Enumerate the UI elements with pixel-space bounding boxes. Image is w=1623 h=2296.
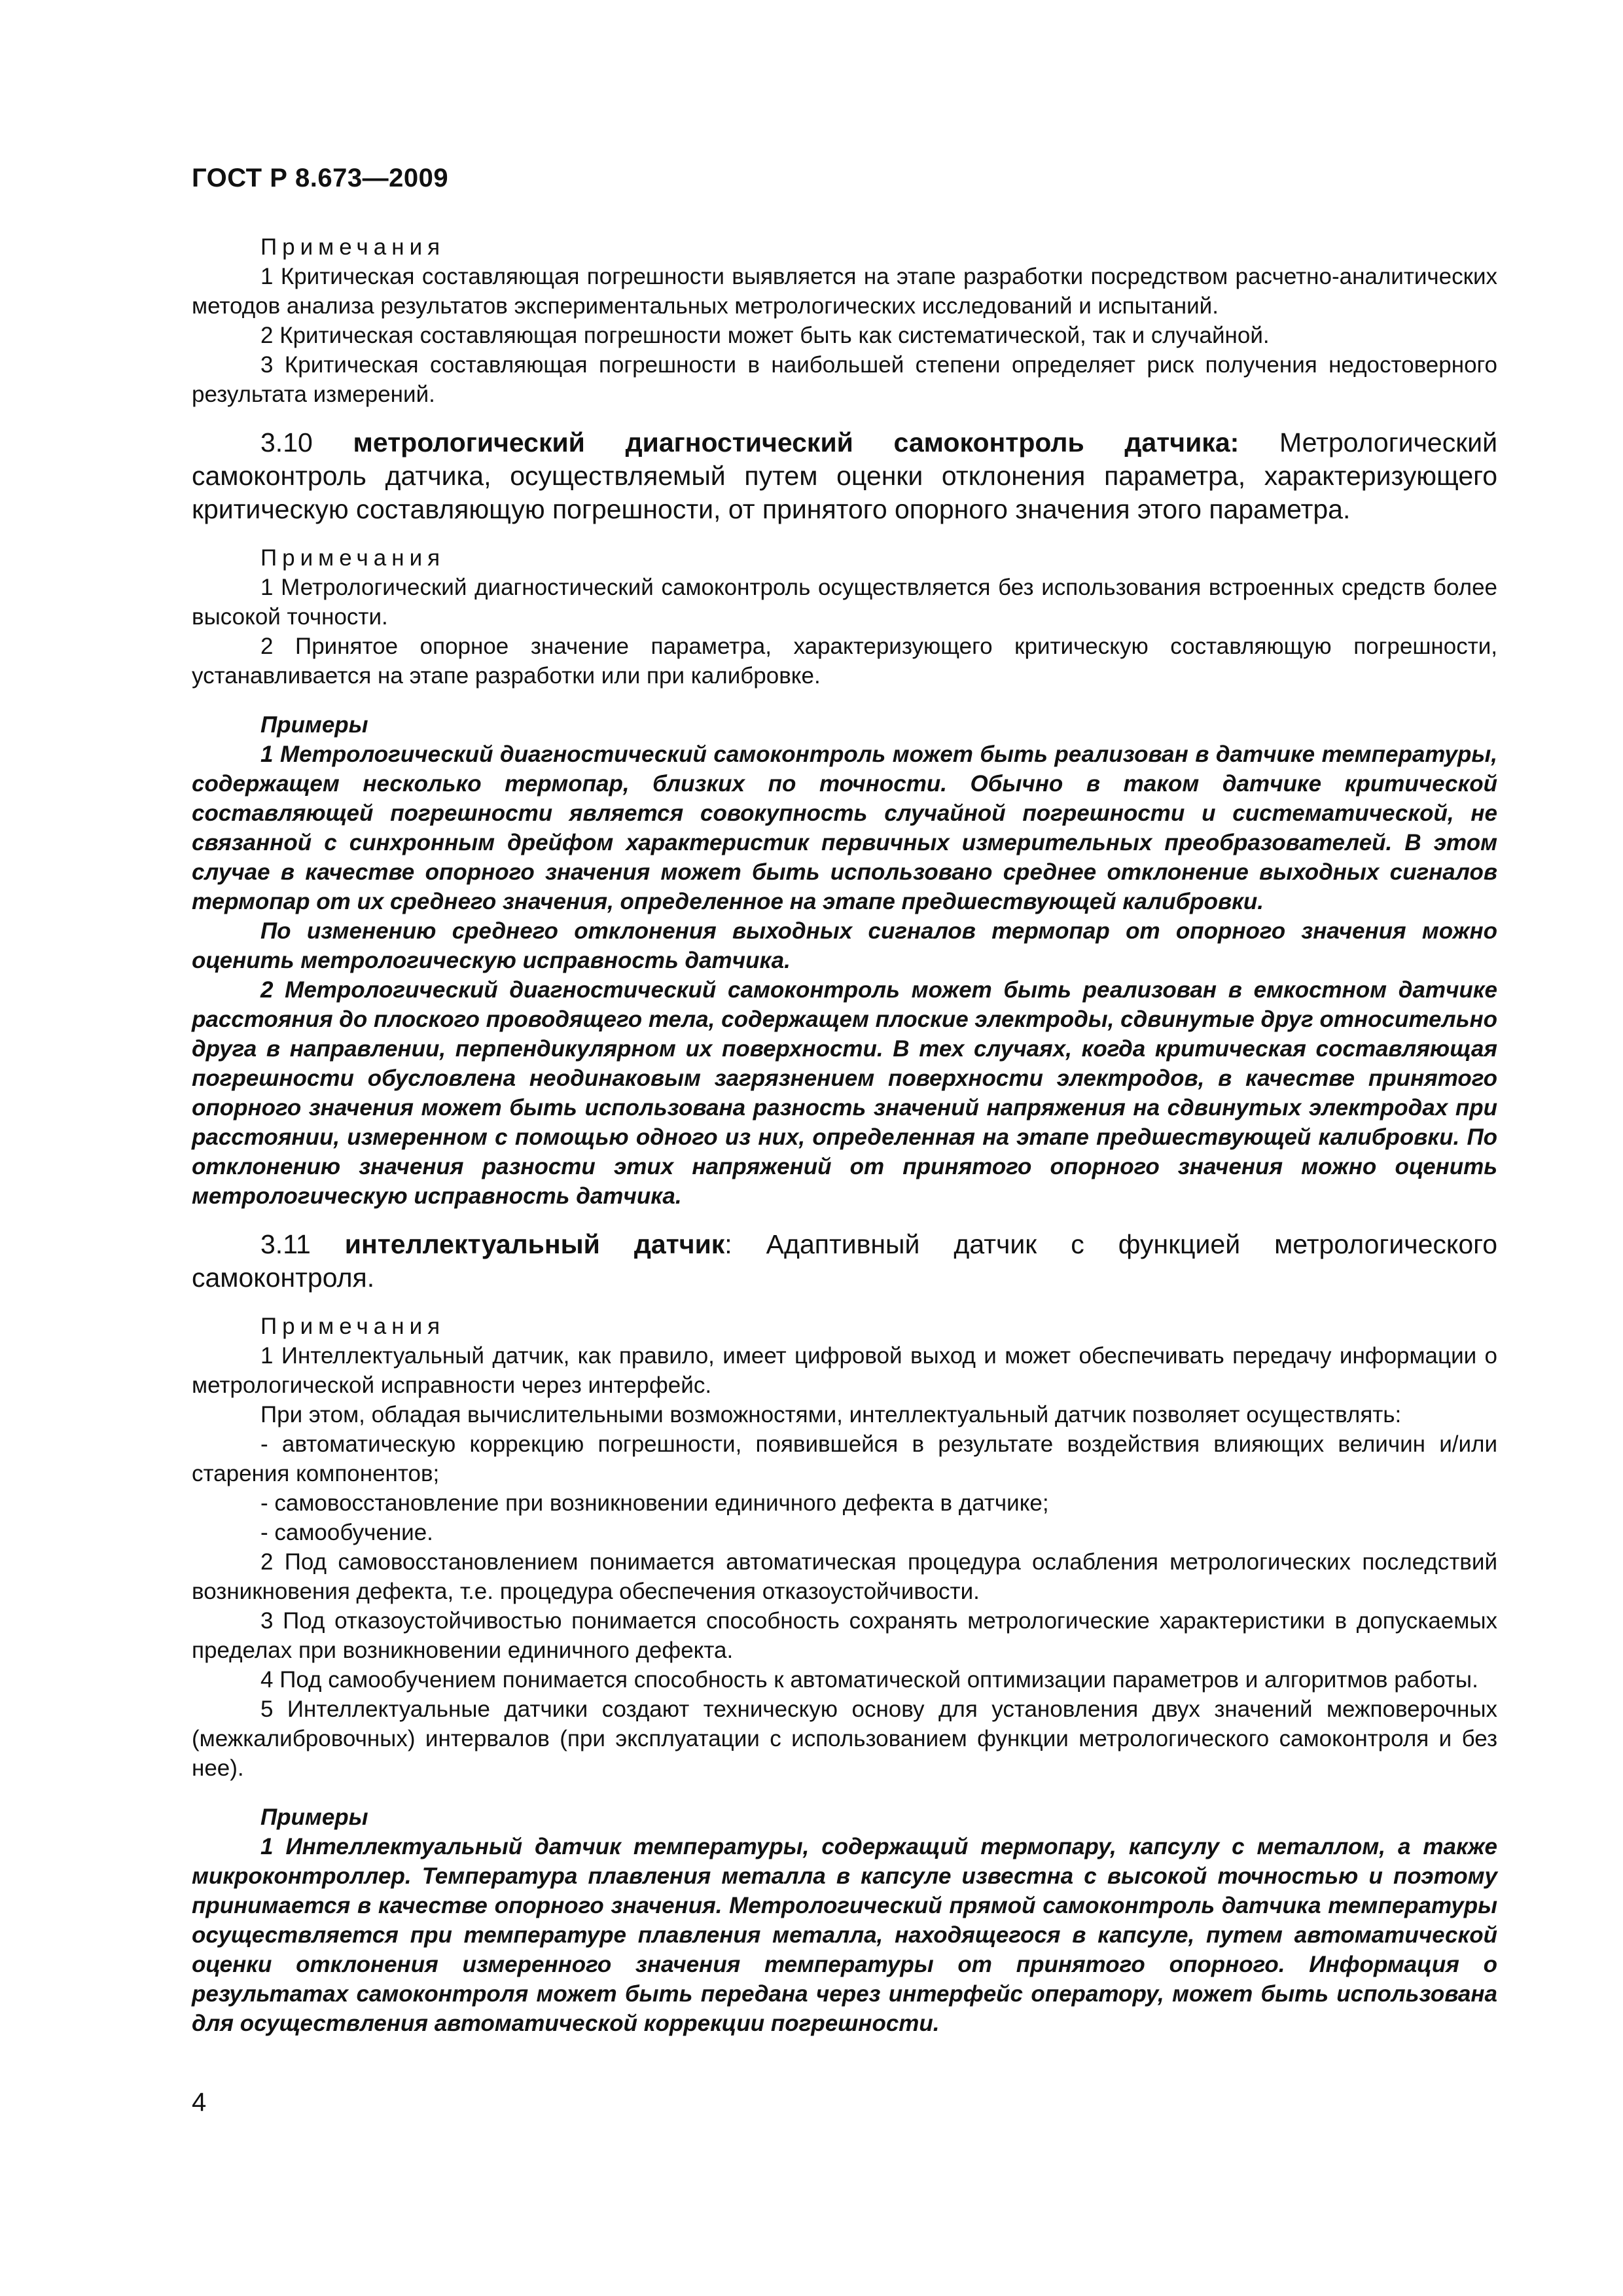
- notes-block-3: [192, 1312, 1497, 1783]
- example-item: По изменению среднего отклонения выходных сигналов термопар от опорного значения можно оценить метрологическую исправность датчика.: [192, 918, 1497, 973]
- examples-title: Примеры: [260, 1804, 368, 1830]
- note-item: 1 Интеллектуальный датчик, как правило, имеет цифровой выход и может обеспечивать передачу информации о метрологической исправности через интерфейс.: [192, 1343, 1497, 1398]
- notes-block-2: [192, 543, 1497, 691]
- note-item: 2 Критическая составляющая погрешности может быть как систематической, так и случайной.: [260, 323, 1270, 348]
- examples-block-2: [192, 1803, 1497, 2038]
- note-item: 5 Интеллектуальные датчики создают техническую основу для установления двух значений межповерочных (межкалибровочных) интервалов (при эксплуатации с использованием функции метрологического самоконтроля и без нее).: [192, 1696, 1497, 1781]
- example-item: 1 Интеллектуальный датчик температуры, содержащий термопару, капсулу с металлом, а также микроконтроллер. Температура плавления металла в капсуле известна с высокой точностью и поэтому принимается в качестве опорного значения. Метрологический прямой самоконтроль датчика температуры осуществляется при температуре плавления металла, находящегося в капсуле, путем автоматической оценки отклонения измеренного значения температуры от принятого опорного. Информация о результатах самоконтроля может быть передана через интерфейс оператору, может быть использована для осуществления автоматической коррекции погрешности.: [192, 1834, 1497, 2036]
- note-item: 1 Метрологический диагностический самоконтроль осуществляется без использования встроенных средств более высокой точности.: [192, 575, 1497, 630]
- note-item: - самообучение.: [260, 1520, 433, 1545]
- note-item: 3 Под отказоустойчивостью понимается способность сохранять метрологические характеристики в допускаемых пределах при возникновении единичного дефекта.: [192, 1608, 1497, 1663]
- term-name: метрологический диагностический самоконтроль датчика:: [353, 427, 1240, 457]
- note-item: 4 Под самообучением понимается способность к автоматической оптимизации параметров и алгоритмов работы.: [260, 1667, 1478, 1693]
- notes-title: Примечания: [260, 234, 446, 260]
- examples-title: Примеры: [260, 712, 368, 738]
- term-name: интеллектуальный датчик: [344, 1229, 725, 1259]
- note-item: - автоматическую коррекцию погрешности, появившейся в результате воздействия влияющих величин и/или старения компонентов;: [192, 1431, 1497, 1486]
- notes-block-1: [192, 232, 1497, 409]
- example-item: 2 Метрологический диагностический самоконтроль может быть реализован в емкостном датчике расстояния до плоского проводящего тела, содержащем плоские электроды, сдвинутые друг относительно друга в направлении, перпендикулярном их поверхности. В тех случаях, когда критическая составляющая погрешности обусловлена неодинаковым загрязнением поверхности электродов, в качестве принятого опорного значения может быть использована разность значений напряжения на сдвинутых электродах при расстоянии, измеренном с помощью одного из них, определенная на этапе предшествующей калибровки. По отклонению значения разности этих напряжений от принятого опорного значения можно оценить метрологическую исправность датчика.: [192, 977, 1497, 1209]
- term-definition: : Адаптивный датчик с функцией метрологического самоконтроля.: [192, 1229, 1497, 1293]
- term-3-11: [192, 1228, 1497, 1295]
- term-number: 3.10: [260, 427, 353, 457]
- note-item: 2 Под самовосстановлением понимается автоматическая процедура ослабления метрологических последствий возникновения дефекта, т.е. процедура обеспечения отказоустойчивости.: [192, 1549, 1497, 1604]
- term-3-10: [192, 426, 1497, 526]
- note-item: При этом, обладая вычислительными возможностями, интеллектуальный датчик позволяет осуществлять:: [260, 1402, 1402, 1427]
- note-item: 1 Критическая составляющая погрешности выявляется на этапе разработки посредством расчетно-аналитических методов анализа результатов экспериментальных метрологических исследований и испытаний.: [192, 264, 1497, 319]
- term-number: 3.11: [260, 1229, 345, 1259]
- document-header: ГОСТ Р 8.673—2009: [192, 164, 449, 192]
- examples-block-1: [192, 710, 1497, 1211]
- notes-title: Примечания: [260, 1314, 446, 1339]
- notes-title: Примечания: [260, 545, 446, 571]
- note-item: - самовосстановление при возникновении единичного дефекта в датчике;: [260, 1490, 1049, 1516]
- page-number: 4: [192, 2088, 207, 2117]
- page-content: [192, 232, 1497, 2038]
- term-definition: Метрологический самоконтроль датчика, осуществляемый путем оценки отклонения параметра, характеризующего критическую составляющую погрешности, от принятого опорного значения этого параметра.: [192, 427, 1497, 524]
- note-item: 3 Критическая составляющая погрешности в наибольшей степени определяет риск получения недостоверного результата измерений.: [192, 352, 1497, 407]
- note-item: 2 Принятое опорное значение параметра, характеризующего критическую составляющую погрешности, устанавливается на этапе разработки или при калибровке.: [192, 634, 1497, 689]
- example-item: 1 Метрологический диагностический самоконтроль может быть реализован в датчике температуры, содержащем несколько термопар, близких по точности. Обычно в таком датчике критической составляющей погрешности является совокупность случайной погрешности и систематической, не связанной с синхронным дрейфом характеристик первичных измерительных преобразователей. В этом случае в качестве опорного значения может быть использовано среднее отклонение выходных сигналов термопар от их среднего значения, определенное на этапе предшествующей калибровки.: [192, 742, 1497, 914]
